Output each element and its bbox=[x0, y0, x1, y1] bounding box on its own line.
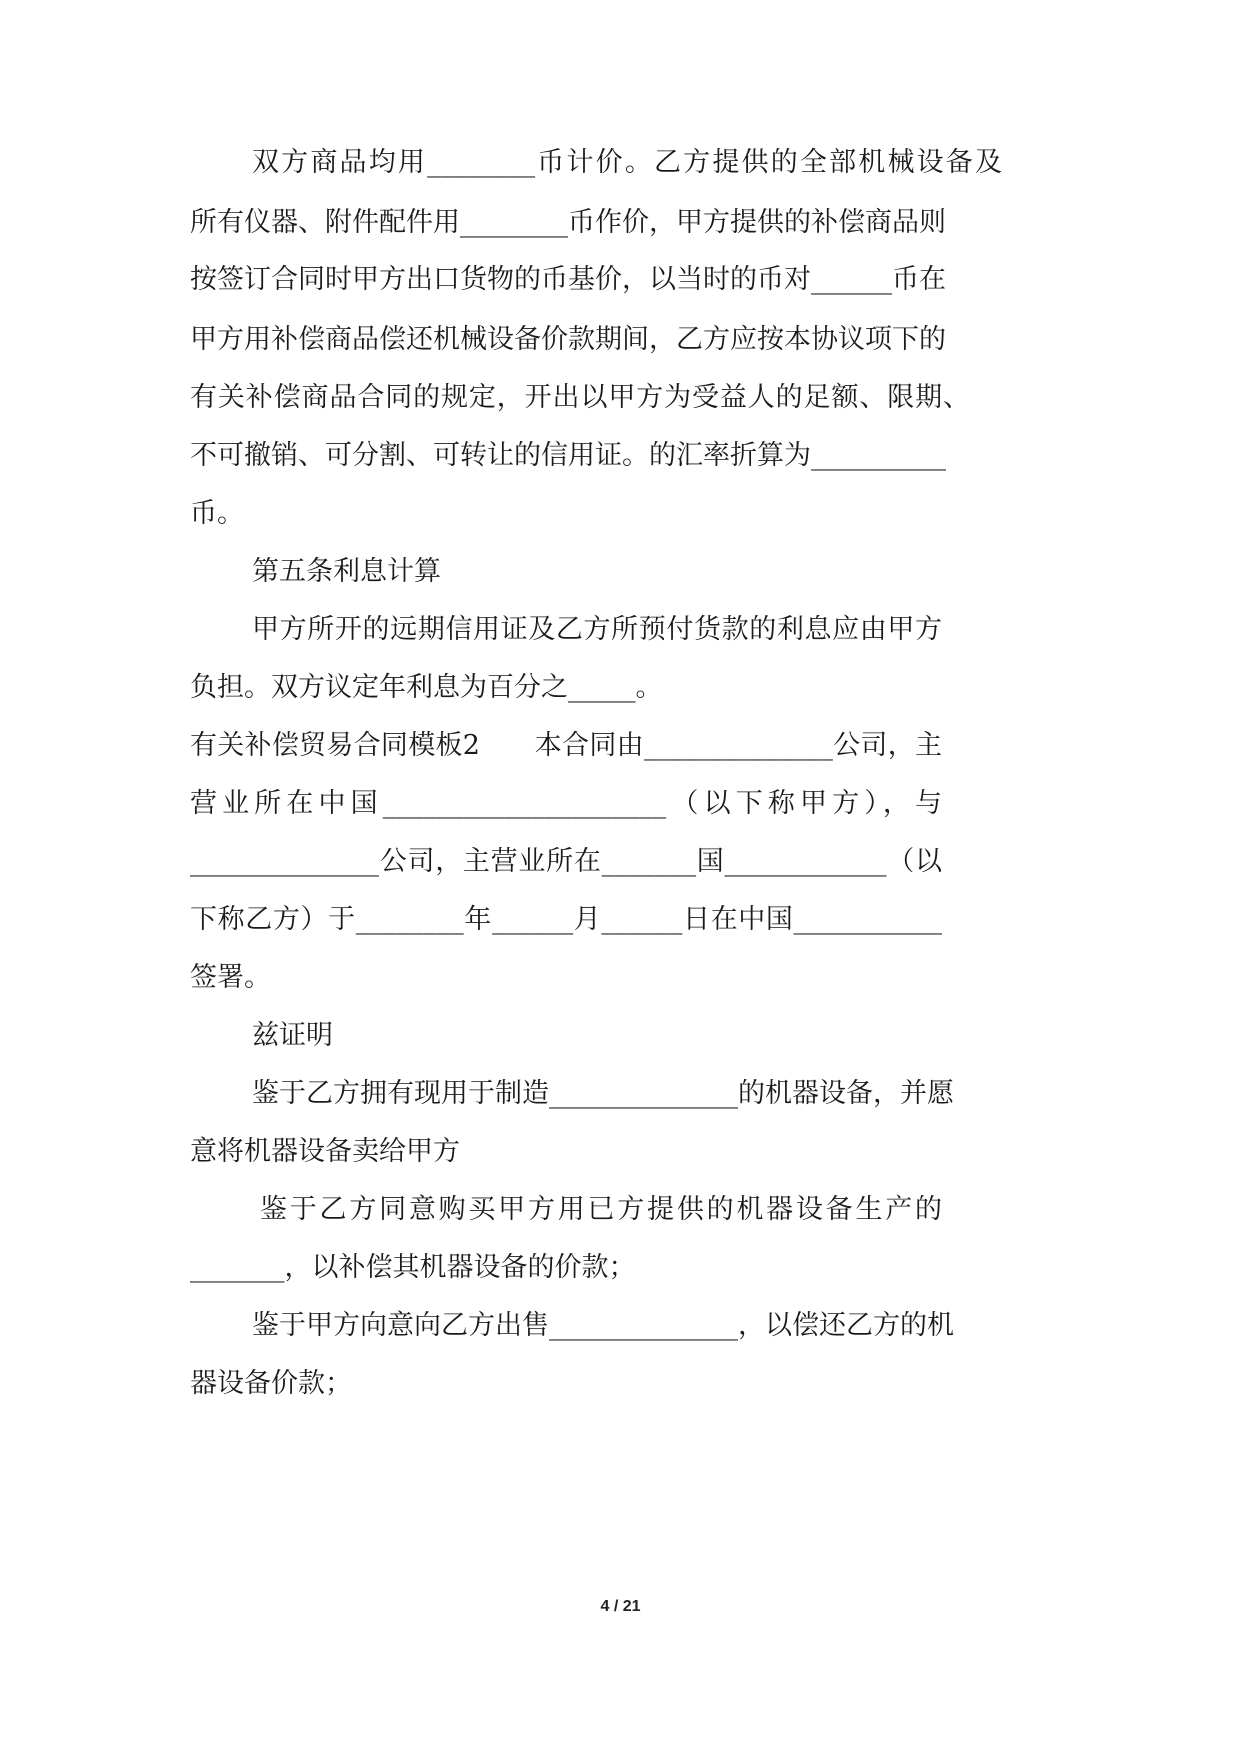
paragraph-line: 意将机器设备卖给甲方 bbox=[190, 1136, 460, 1167]
paragraph-line: 器设备价款； bbox=[190, 1368, 352, 1399]
paragraph-line: 下称乙方）于________年______月______日在中国___________ bbox=[190, 904, 942, 935]
section-heading: 兹证明 bbox=[252, 1020, 333, 1051]
paragraph-line: 按签订合同时甲方出口货物的币基价，以当时的币对______币在 bbox=[190, 264, 946, 295]
paragraph-line: 营业所在中国_____________________（以下称甲方），与 bbox=[190, 788, 942, 819]
paragraph-line: 不可撤销、可分割、可转让的信用证。的汇率折算为__________ bbox=[190, 440, 946, 471]
paragraph-line: 鉴于乙方同意购买甲方用已方提供的机器设备生产的 bbox=[260, 1194, 942, 1225]
paragraph-line: 签署。 bbox=[190, 962, 271, 993]
paragraph-line: _______，以补偿其机器设备的价款； bbox=[190, 1252, 636, 1283]
paragraph-line: 有关补偿商品合同的规定，开出以甲方为受益人的足额、限期、 bbox=[190, 382, 970, 413]
paragraph-line: 币。 bbox=[190, 498, 244, 529]
paragraph-line: 鉴于甲方向意向乙方出售______________，以偿还乙方的机 bbox=[252, 1310, 954, 1341]
paragraph-line: 甲方用补偿商品偿还机械设备价款期间，乙方应按本协议项下的 bbox=[190, 324, 946, 355]
paragraph-line: 有关补偿贸易合同模板2 本合同由______________公司，主 bbox=[190, 730, 942, 761]
paragraph-line: 甲方所开的远期信用证及乙方所预付货款的利息应由甲方 bbox=[252, 614, 942, 645]
paragraph-line: 所有仪器、附件配件用________币作价，甲方提供的补偿商品则 bbox=[190, 207, 946, 238]
paragraph-line: 鉴于乙方拥有现用于制造______________的机器设备，并愿 bbox=[252, 1078, 954, 1109]
paragraph-line: 双方商品均用________币计价。乙方提供的全部机械设备及 bbox=[252, 147, 1002, 178]
section-heading: 第五条利息计算 bbox=[252, 556, 441, 587]
page-number: 4 / 21 bbox=[600, 1598, 641, 1615]
paragraph-line: ______________公司，主营业所在_______国____________（以 bbox=[190, 846, 942, 877]
paragraph-line: 负担。双方议定年利息为百分之_____。 bbox=[190, 672, 663, 703]
